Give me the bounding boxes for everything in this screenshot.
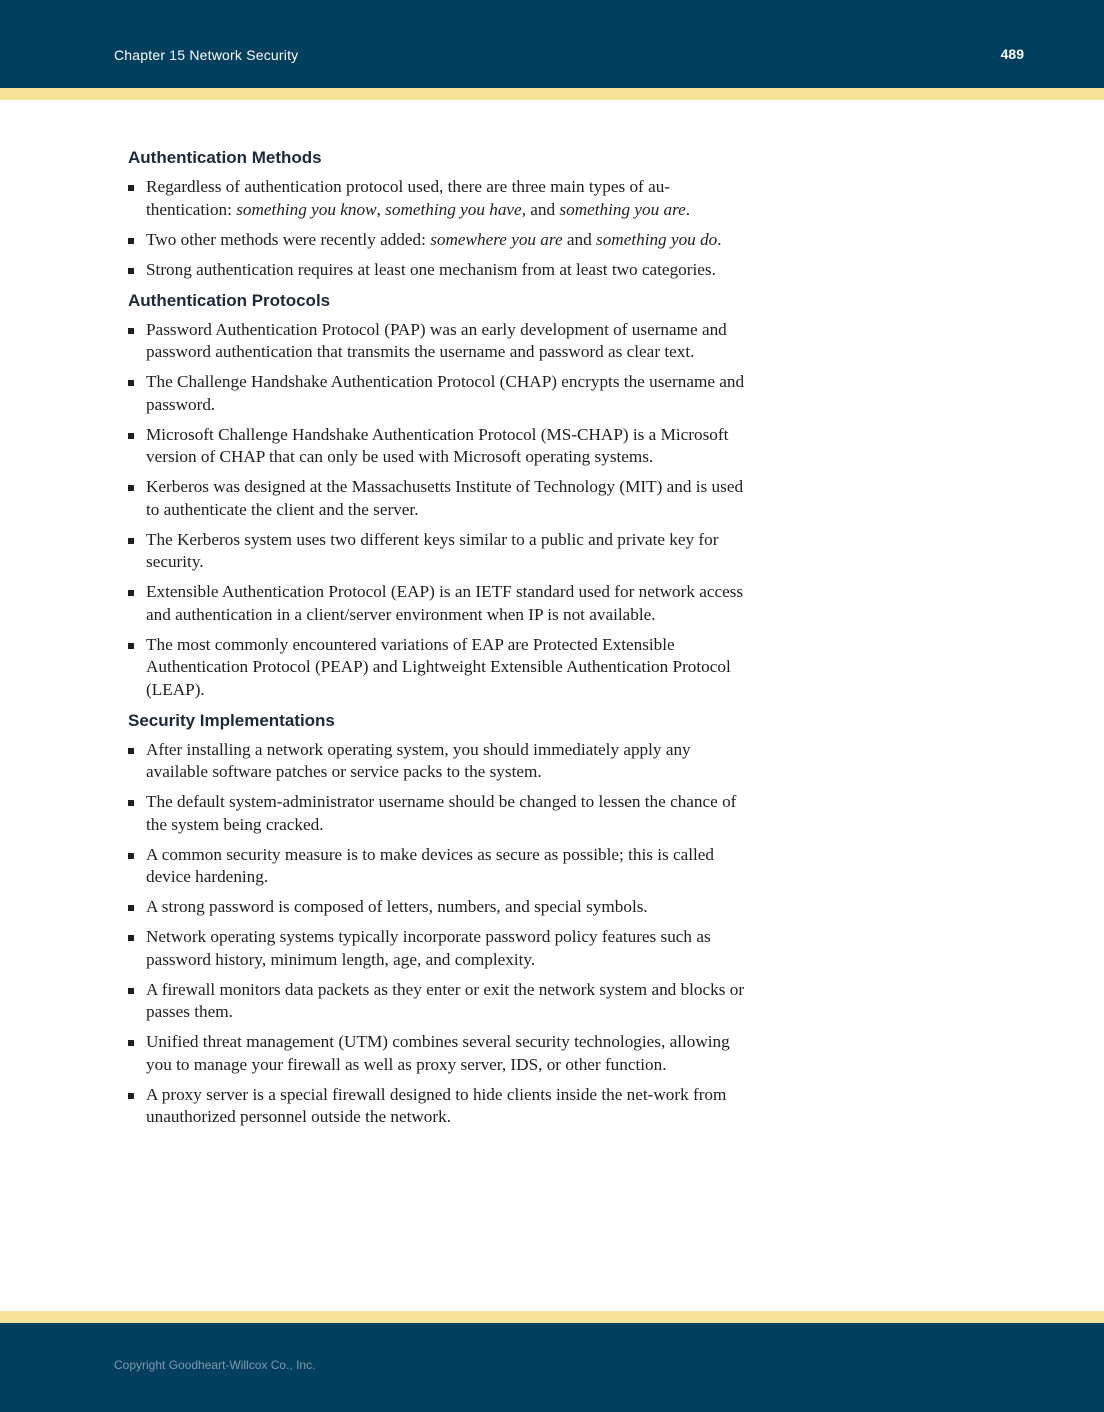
section-heading: Authentication Methods: [128, 148, 322, 167]
square-bullet-icon: [128, 268, 134, 274]
list-item: [128, 1031, 748, 1076]
square-bullet-icon: [128, 800, 134, 806]
emphasis-text: something you know: [236, 199, 377, 219]
list-item: [128, 926, 748, 971]
bullet-list: [128, 739, 748, 1129]
bullet-text: The default system-administrator username should be changed to lessen the chance of the system being cracked.: [146, 792, 737, 834]
bullet-text: .: [717, 229, 722, 249]
header-band: [0, 0, 1104, 88]
list-item: [128, 581, 748, 626]
bullet-text: Microsoft Challenge Handshake Authentication Protocol (MS-CHAP) is a Microsoft version of CHAP that can only be used with Microsoft operating systems.: [146, 424, 729, 466]
square-bullet-icon: [128, 485, 134, 491]
bullet-text: The Challenge Handshake Authentication Protocol (CHAP) encrypts the username and password.: [146, 372, 745, 414]
list-item: [128, 476, 748, 521]
section-authentication-methods: [128, 146, 748, 281]
list-item: [128, 424, 748, 469]
square-bullet-icon: [128, 1040, 134, 1046]
bullet-text: Extensible Authentication Protocol (EAP) is an IETF standard used for network access and authentication in a client/server environment when IP is not available.: [146, 582, 744, 624]
bullet-text: A common security measure is to make devices as secure as possible; this is called device hardening.: [146, 844, 714, 886]
section-security-implementations: [128, 709, 748, 1129]
list-item: [128, 844, 748, 889]
bullet-text: The Kerberos system uses two different keys similar to a public and private key for security.: [146, 529, 719, 571]
bullet-text: Regardless of authentication protocol used, there are three main types of au-thentication:: [146, 177, 671, 219]
list-item: [128, 791, 748, 836]
bullet-text: Kerberos was designed at the Massachusetts Institute of Technology (MIT) and is used to authenticate the client and the server.: [146, 477, 744, 519]
emphasis-text: somewhere you are: [430, 229, 563, 249]
bullet-list: [128, 176, 748, 281]
square-bullet-icon: [128, 853, 134, 859]
header-accent-stripe: [0, 88, 1104, 100]
bullet-text: A strong password is composed of letters, numbers, and special symbols.: [146, 897, 648, 916]
list-item: [128, 1084, 748, 1129]
bullet-text: , and: [521, 199, 560, 219]
square-bullet-icon: [128, 328, 134, 334]
bullet-list: [128, 319, 748, 702]
bullet-text: The most commonly encountered variations of EAP are Protected Extensible Authentication Protocol (PEAP) and Lightweight Extensible Authentication Protocol (LEAP).: [146, 634, 731, 699]
square-bullet-icon: [128, 935, 134, 941]
square-bullet-icon: [128, 590, 134, 596]
bullet-text: Strong authentication requires at least one mechanism from at least two categories.: [146, 259, 716, 279]
bullet-text: and: [562, 229, 596, 249]
list-item: [128, 371, 748, 416]
section-authentication-protocols: [128, 289, 748, 702]
square-bullet-icon: [128, 748, 134, 754]
list-item: [128, 259, 748, 282]
emphasis-text: something you do: [596, 229, 718, 249]
square-bullet-icon: [128, 433, 134, 439]
bullet-text: After installing a network operating system, you should immediately apply any available software patches or service packs to the system.: [146, 739, 691, 781]
emphasis-text: something you are: [559, 199, 686, 219]
chapter-title: Chapter 15 Network Security: [114, 47, 299, 63]
list-item: [128, 176, 748, 221]
list-item: [128, 634, 748, 702]
footer-accent-stripe: [0, 1311, 1104, 1323]
page-content: [128, 146, 748, 1136]
bullet-text: Network operating systems typically incorporate password policy features such as password history, minimum length, age, and complexity.: [146, 927, 711, 969]
square-bullet-icon: [128, 380, 134, 386]
bullet-text: A proxy server is a special firewall designed to hide clients inside the net-work from unauthorized personnel outside the network.: [146, 1084, 727, 1126]
square-bullet-icon: [128, 238, 134, 244]
bullet-text: Password Authentication Protocol (PAP) was an early development of username and password authentication that transmits the username and password as clear text.: [146, 319, 727, 361]
list-item: [128, 979, 748, 1024]
square-bullet-icon: [128, 643, 134, 649]
square-bullet-icon: [128, 538, 134, 544]
square-bullet-icon: [128, 185, 134, 191]
list-item: [128, 896, 748, 919]
list-item: [128, 739, 748, 784]
section-heading: Security Implementations: [128, 710, 335, 730]
bullet-text: A firewall monitors data packets as they enter or exit the network system and blocks or passes them.: [146, 979, 745, 1021]
bullet-text: Two other methods were recently added:: [146, 229, 431, 249]
list-item: [128, 529, 748, 574]
square-bullet-icon: [128, 988, 134, 994]
bullet-text: .: [685, 199, 691, 219]
emphasis-text: something you have: [385, 199, 522, 219]
bullet-text: ,: [376, 199, 386, 219]
list-item: [128, 229, 748, 252]
square-bullet-icon: [128, 905, 134, 911]
square-bullet-icon: [128, 1093, 134, 1099]
list-item: [128, 319, 748, 364]
section-heading: Authentication Protocols: [128, 290, 331, 310]
copyright-notice: Copyright Goodheart-Willcox Co., Inc.: [114, 1358, 316, 1372]
bullet-text: Unified threat management (UTM) combines several security technologies, allowing you to manage your firewall as well as proxy server, IDS, or other function.: [146, 1032, 730, 1074]
page-number: 489: [1000, 46, 1024, 62]
